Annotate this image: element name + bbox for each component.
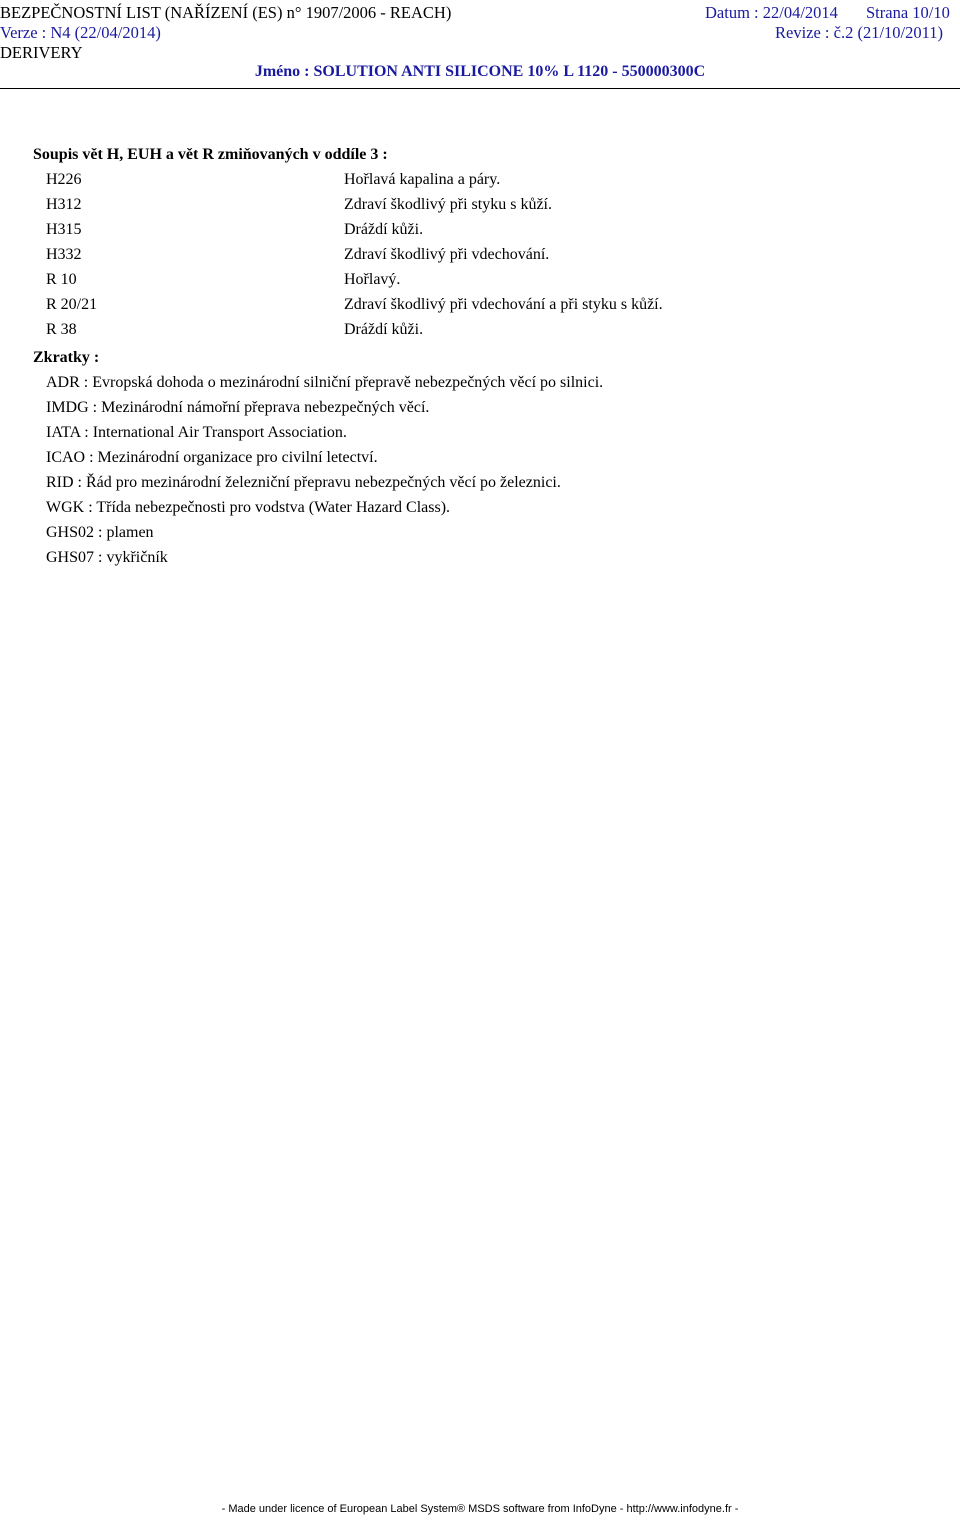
abbreviation-item: ICAO : Mezinárodní organizace pro civilní letectví. [46,449,378,466]
phrase-text: Zdraví škodlivý při vdechování a při styku s kůží. [344,296,663,313]
phrase-row [46,320,946,345]
phrase-row [46,170,946,195]
document-revision: Revize : č.2 (21/10/2011) [775,23,944,42]
phrase-row [46,245,946,270]
phrase-code: R 10 [46,271,77,288]
abbreviation-item: RID : Řád pro mezinárodní železniční přepravu nebezpečných věcí po železnici. [46,474,561,491]
abbreviations-title: Zkratky : [33,349,100,366]
phrase-code: R 20/21 [46,296,98,313]
abbreviation-item: IATA : International Air Transport Association. [46,424,347,441]
page-number: Strana 10/10 [866,3,950,22]
company-name: DERIVERY [0,43,83,62]
document-date: Datum : 22/04/2014 [705,3,838,22]
phrase-code: H332 [46,246,82,263]
document-title: BEZPEČNOSTNÍ LIST (NAŘÍZENÍ (ES) n° 1907/2006 - REACH) [0,3,452,22]
abbreviation-item: WGK : Třída nebezpečnosti pro vodstva (Water Hazard Class). [46,499,451,516]
phrase-row [46,295,946,320]
phrase-row [46,220,946,245]
abbreviation-item: IMDG : Mezinárodní námořní přeprava nebezpečných věcí. [46,399,430,416]
phrase-text: Zdraví škodlivý při vdechování. [344,246,550,263]
phrase-row [46,195,946,220]
phrases-section-title: Soupis vět H, EUH a vět R zmiňovaných v oddíle 3 : [33,146,388,163]
abbreviation-item: ADR : Evropská dohoda o mezinárodní silniční přepravě nebezpečných věcí po silnici. [46,374,604,391]
document-version: Verze : N4 (22/04/2014) [0,23,161,42]
phrase-code: H312 [46,196,82,213]
phrase-text: Dráždí kůži. [344,321,424,338]
abbreviation-item: GHS02 : plamen [46,524,154,541]
phrase-row [46,270,946,295]
phrase-code: H315 [46,221,82,238]
phrase-text: Zdraví škodlivý při styku s kůží. [344,196,552,213]
header-divider [0,88,960,89]
phrase-text: Dráždí kůži. [344,221,424,238]
page-footer: - Made under licence of European Label System® MSDS software from InfoDyne - http://www.infodyne.fr - [221,1503,739,1515]
phrase-text: Hořlavý. [344,271,401,288]
product-name: Jméno : SOLUTION ANTI SILICONE 10% L 1120 - 550000300C [254,63,706,80]
phrase-code: H226 [46,171,82,188]
phrase-code: R 38 [46,321,77,338]
page-header [0,0,960,90]
phrase-text: Hořlavá kapalina a páry. [344,171,501,188]
abbreviation-item: GHS07 : vykřičník [46,549,168,566]
